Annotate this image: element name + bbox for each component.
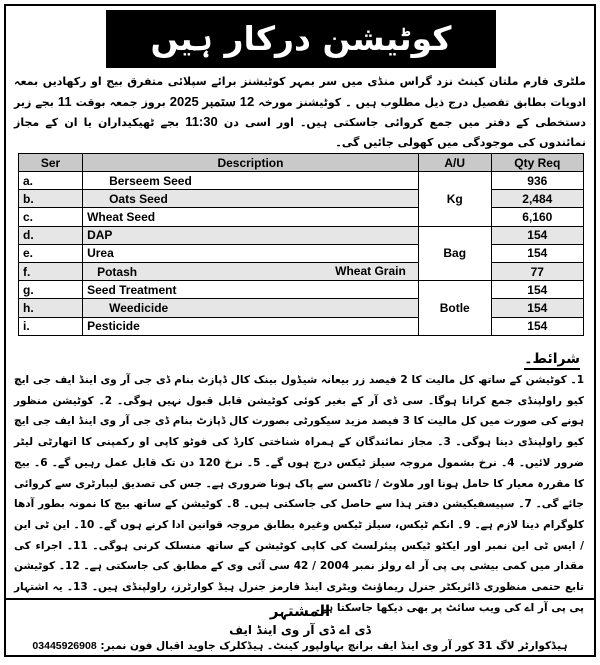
- cell-ser: b.: [19, 190, 83, 208]
- table-row: [19, 190, 584, 208]
- footer-divider: [6, 598, 594, 600]
- cell-unit-bag: Bag: [418, 226, 491, 281]
- cell-description: [83, 190, 419, 208]
- cell-description: [83, 226, 419, 244]
- intro-text-2: بروز جمعہ بوقت: [75, 95, 166, 109]
- cell-description: [83, 299, 419, 317]
- cell-qty: 154: [491, 299, 583, 317]
- cell-qty: 154: [491, 281, 583, 299]
- cell-ser: h.: [19, 299, 83, 317]
- group-label: Wheat Grain: [335, 263, 406, 278]
- items-table: [18, 153, 584, 336]
- advertisement: [4, 4, 596, 657]
- item-name: Berseem Seed: [109, 173, 192, 188]
- contact-address: [16, 640, 584, 652]
- header-au: A/U: [418, 154, 491, 172]
- address-rest: کور آر وی اینڈ ایف برانچ بہاولپور کینٹ۔ ہیڈکلرک جاوید اقبال فون نمبر:: [100, 640, 475, 652]
- table-row: [19, 281, 584, 299]
- submission-time: 11: [57, 93, 72, 109]
- intro-text-3: بجے زیر دستخطی کے دفتر میں جمع کروائی جاسکتی ہیں۔ اور اسی دن: [14, 95, 586, 129]
- cell-ser: i.: [19, 317, 83, 335]
- conditions-heading: شرائط۔: [524, 350, 580, 370]
- cell-ser: f.: [19, 262, 83, 280]
- phone-number: 03445926908: [32, 640, 97, 652]
- cell-ser: d.: [19, 226, 83, 244]
- intro-text-1: ملٹری فارم ملتان کینٹ نزد گراس منڈی میں سر بمہر کوٹیشنز برائے سپلائی متفرق بیج او رکھادیں بمعہ ادویات بطابق تفصیل درج ذیل مطلوب ہیں ۔ کوٹیشنز مورخہ: [14, 75, 586, 109]
- headline-banner: [106, 10, 496, 68]
- header-qty: Qty Req: [491, 154, 583, 172]
- address-prefix: ہیڈکوارٹر لاگ: [496, 640, 568, 652]
- cell-qty: 154: [491, 244, 583, 262]
- header-ser: Ser: [19, 154, 83, 172]
- opening-time: 11:30: [185, 114, 218, 129]
- conditions-text: 1۔ کوٹیشن کے ساتھ کل مالیت کا 2 فیصد زر بیعانہ شیڈول بینک کال ڈپازٹ بنام ڈی جی آر وی اینڈ ایف جی ایچ کیو راولپنڈی جمع کرانا ہوگا۔ سی ڈی آر کے بغیر کوئی کوٹیشن قابل قبول نہیں ہوگی۔ 2۔ کوٹیشن منظور ہونے کی صورت میں کل مالیت کا 3 فیصد مزید سیکورٹی بصورت کال ڈپازٹ بنام ڈی جی آر وی اینڈ ایف جی ایچ کیو راولپنڈی دینا ہوگی۔ 3۔ مجاز نمائندگان کے ہمراہ شناختی کارڈ کی فوٹو کاپی او رکمپنی کا اتھارٹی لیٹر ضرور لائیں۔ 4۔ نرخ بشمول مروجہ سیلز ٹیکس درج ہوں گے۔ 5۔ نرخ 120 دن تک قابل عمل رہیں گے۔ 6۔ بیج کا مقررہ معیار کا حامل ہونا اور ملاوٹ / ٹاکسن سے پاک ہونا ضروری ہے۔ جس کی تصدیق لیبارٹری سے کروائی جائے گی۔ 7۔ سپیسفیکیشن دفتر ہذا سے حاصل کی جاسکتی ہیں۔ 8۔ کوٹیشن کے ساتھ بیج کا نمونہ بطور آدھا کلوگرام دینا لازم ہے۔ 9۔ انکم ٹیکس، سیلز ٹیکس وغیرہ بطابق مروجہ قوانین ادا کرنے ہوں گے۔ 10۔ این ٹی این / ایس ٹی این نمبر اور ایکٹو ٹیکس پیئرلسٹ کی کاپی کوٹیشن کے ساتھ منسلک کرنی ہوگی۔ 11۔ اجراء کی مقدار میں کمی بیشی پی پی آر اے رولز نمبر 2004 / 42 سی آئی وی کے مطابق کی جاسکتی ہے۔ 12۔ کوٹیشن تابع حتمی منظوری ڈائریکٹر جنرل ریماؤنٹ ویٹری اینڈ فارمز جنرل ہیڈ کوارٹرز، راولپنڈی ہیں۔ 13۔ یہ اشتہار پی پی آر اے کی ویب سائٹ پر بھی دیکھا جاسکتا ہے۔: [14, 374, 585, 614]
- cell-qty: 936: [491, 172, 583, 190]
- table-row: [19, 244, 584, 262]
- item-name: Pesticide: [87, 319, 140, 334]
- cell-description: [83, 262, 419, 280]
- header-description: Description: [83, 154, 419, 172]
- cell-description: [83, 172, 419, 190]
- table-row: [19, 226, 584, 244]
- cell-qty: 6,160: [491, 208, 583, 226]
- cell-description: [83, 317, 419, 335]
- table-row: [19, 172, 584, 190]
- cell-ser: g.: [19, 281, 83, 299]
- cell-unit-kg: Kg: [418, 172, 491, 227]
- cell-ser: e.: [19, 244, 83, 262]
- cell-ser: a.: [19, 172, 83, 190]
- cell-ser: c.: [19, 208, 83, 226]
- item-name: Wheat Seed: [87, 209, 156, 224]
- headline-title: کوٹیشن درکار ہیں: [150, 19, 452, 58]
- cell-description: [83, 244, 419, 262]
- table-header-row: [19, 154, 584, 172]
- address-number: 31: [477, 640, 493, 652]
- cell-description: [83, 281, 419, 299]
- cell-description: [83, 208, 419, 226]
- cell-qty: 154: [491, 317, 583, 335]
- item-name: Potash: [97, 264, 138, 279]
- item-name: Urea: [87, 246, 114, 261]
- table-row: [19, 317, 584, 335]
- table-row: [19, 208, 584, 226]
- item-name: Oats Seed: [109, 191, 168, 206]
- cell-qty: 154: [491, 226, 583, 244]
- cell-unit-botle: Botle: [418, 281, 491, 336]
- item-name: DAP: [87, 228, 113, 243]
- item-name: Weedicide: [109, 300, 169, 315]
- cell-qty: 77: [491, 262, 583, 280]
- advertiser-label: المشتہر: [269, 602, 331, 620]
- cell-qty: 2,484: [491, 190, 583, 208]
- opening-date: 12 ستمبر 2025: [169, 93, 255, 109]
- item-name: Seed Treatment: [87, 282, 177, 297]
- table-row: [19, 299, 584, 317]
- table-row: [19, 262, 584, 280]
- intro-text-4: بجے ٹھیکیداران یا ان کے مجاز نمائندوں کی موجودگی میں کھولی جائیں گی۔: [14, 116, 586, 149]
- intro-paragraph: [14, 72, 586, 152]
- organization-name: ڈی اے ڈی آر وی اینڈ ایف: [229, 623, 371, 637]
